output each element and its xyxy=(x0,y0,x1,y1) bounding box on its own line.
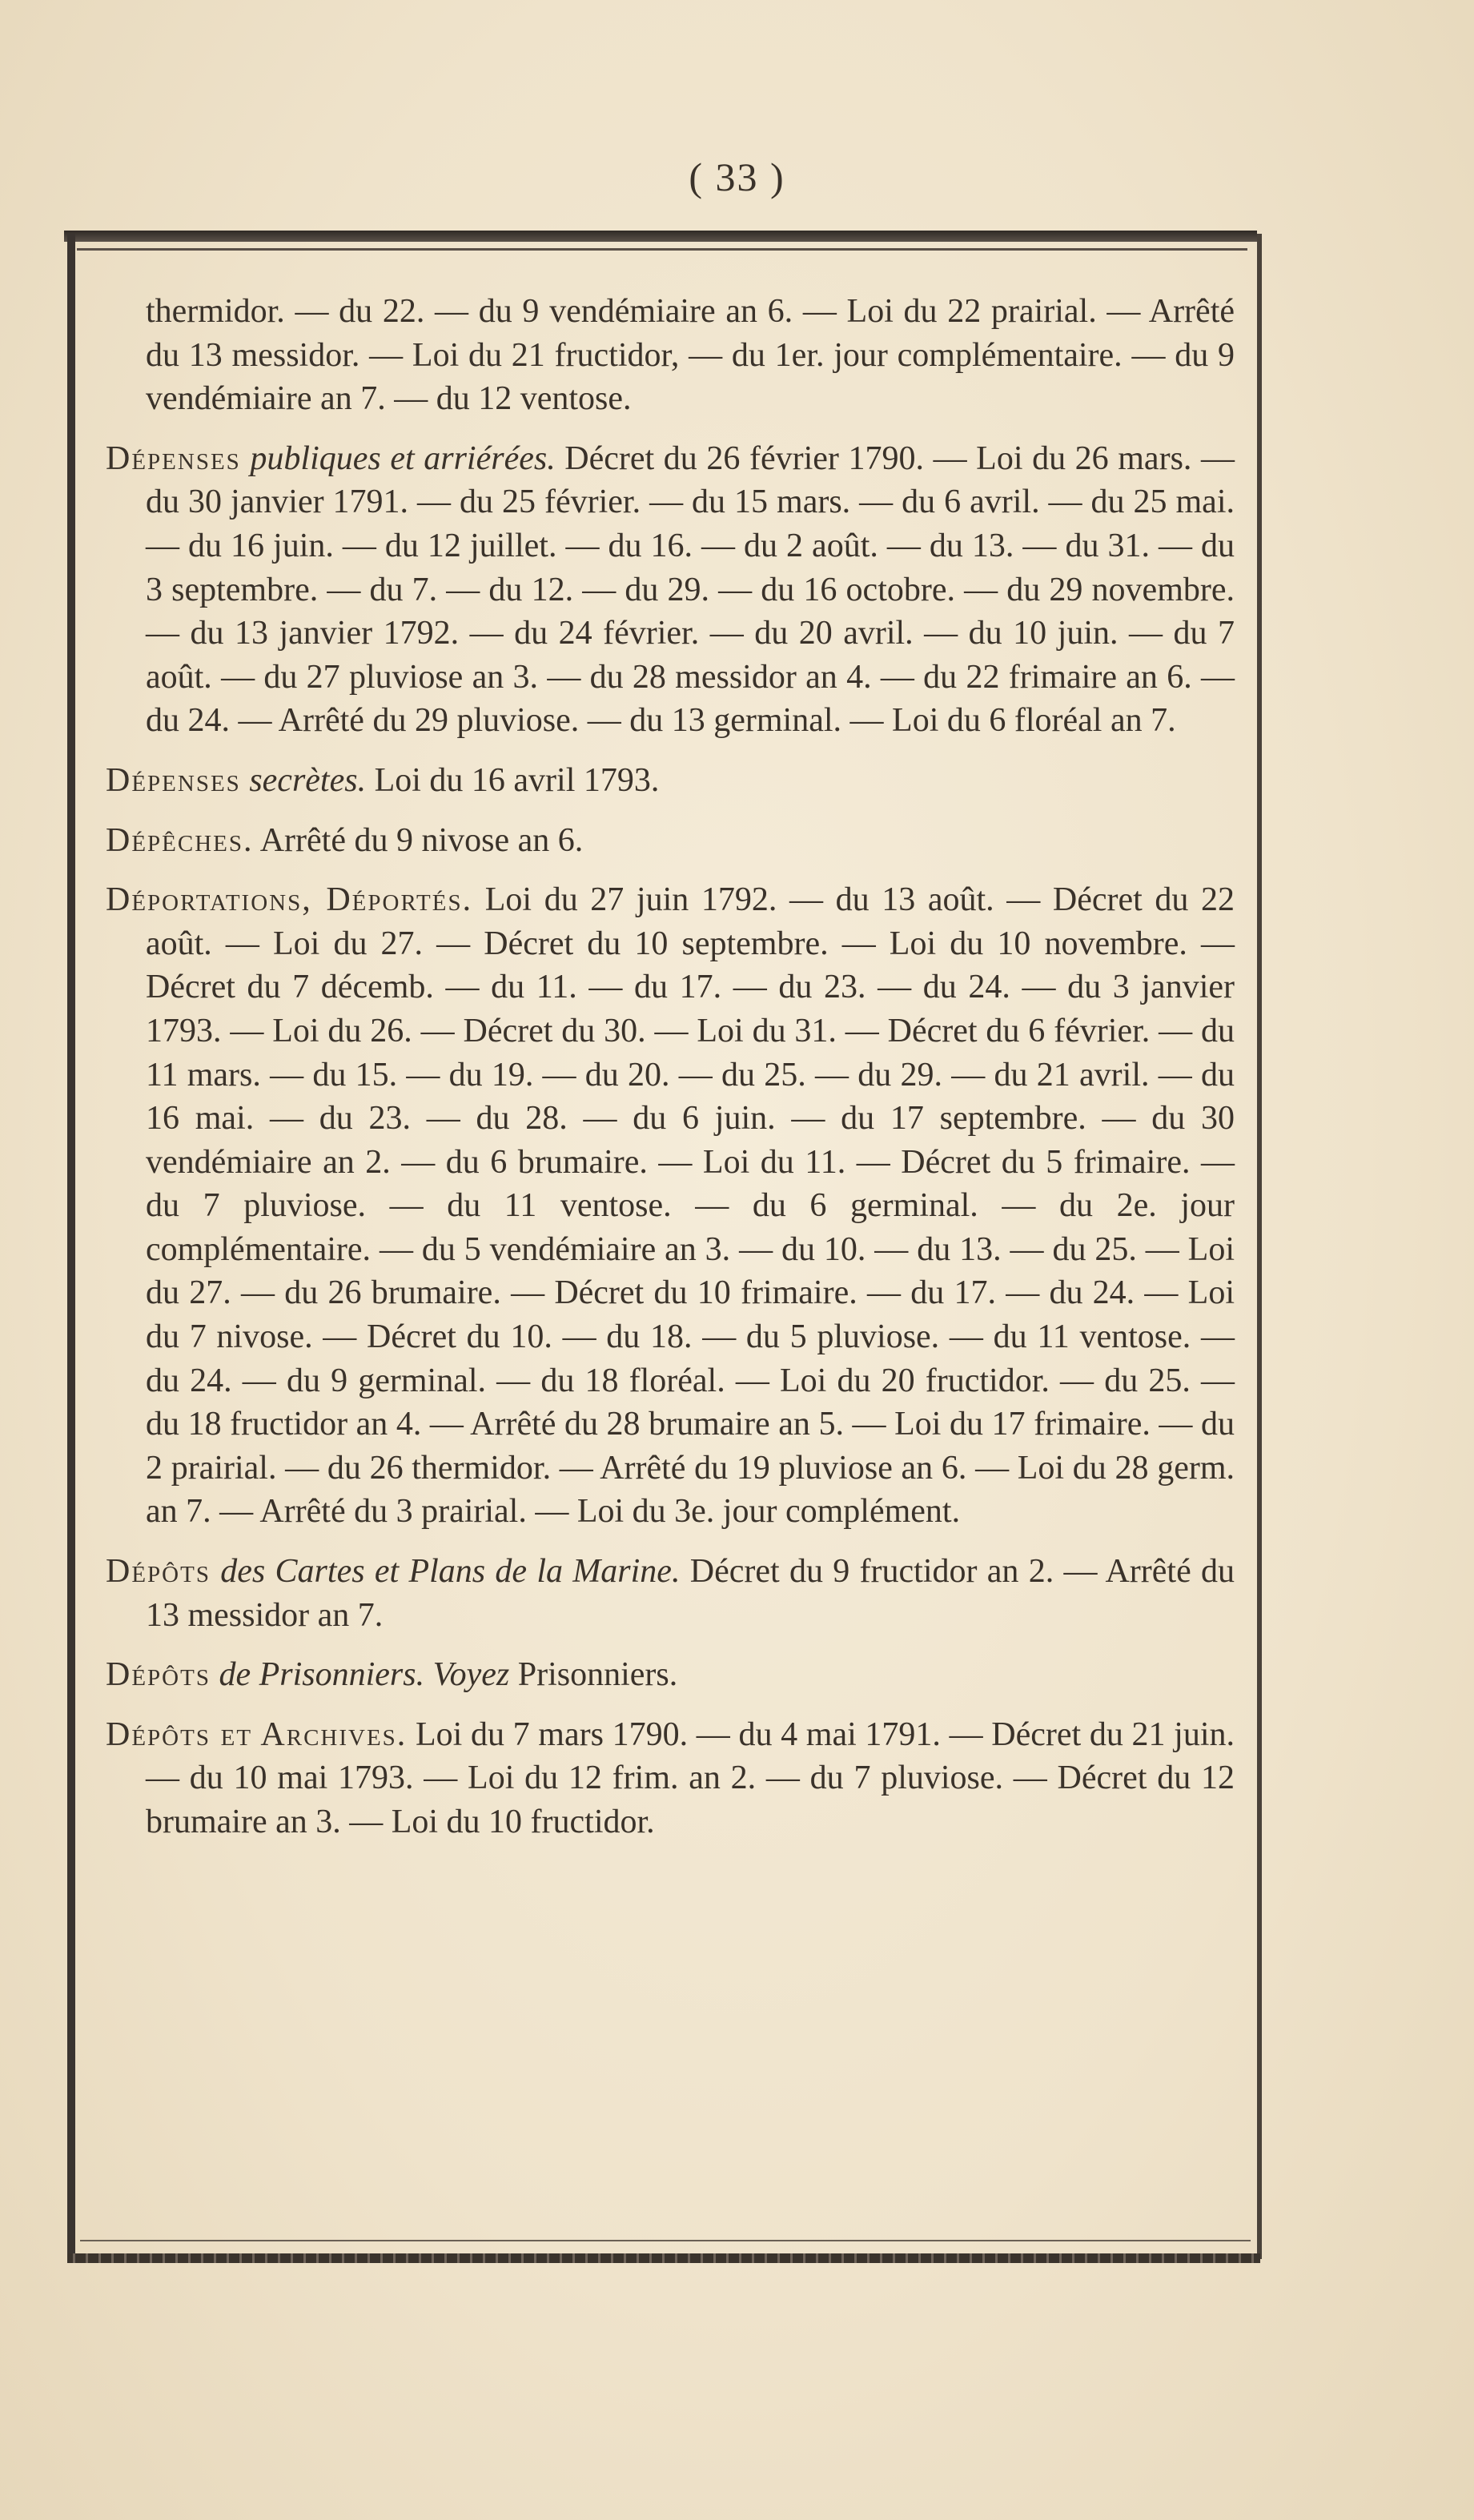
index-entry-depots-prisonniers xyxy=(106,1653,1235,1697)
entry-head: Dépôts xyxy=(106,1656,211,1694)
entry-head: Déportations, Déportés. xyxy=(106,881,473,919)
index-entry-continuation xyxy=(106,290,1235,421)
entry-head: Dépôts et Archives. xyxy=(106,1715,408,1753)
entry-head: Dépêches. xyxy=(106,821,254,859)
index-entry-depeches xyxy=(106,819,1235,863)
index-entry-depenses-secretes xyxy=(106,759,1235,803)
page-number: ( 33 ) xyxy=(689,154,785,199)
entry-qualifier: publiques et arriérées. xyxy=(250,439,556,477)
entry-head: Dépenses xyxy=(106,439,241,477)
entry-text: thermidor. — du 22. — du 9 vendémiaire an 6. — Loi du 22 prairial. — Arrêté du 13 messidor. — Loi du 21 fructidor, — du 1er. jour complémentaire. — du 9 vendémiaire an 7. — du 12 ventose. xyxy=(146,293,1235,418)
entry-text: Décret du 26 février 1790. — Loi du 26 mars. — du 30 janvier 1791. — du 25 février. — du 15 mars. — du 6 avril. — du 25 mai. — du 16 juin. — du 12 juillet. — du 16. — du 2 août. — du 13. — du 31. — du 3 septembre. — du 7. — du 12. — du 29. — du 16 octobre. — du 29 novembre. — du 13 janvier 1792. — du 24 février. — du 20 avril. — du 10 juin. — du 7 août. — du 27 pluviose an 3. — du 28 messidor an 4. — du 22 frimaire an 6. — du 24. — Arrêté du 29 pluviose. — du 13 germinal. — Loi du 6 floréal an 7. xyxy=(146,439,1235,740)
entry-text: Loi du 27 juin 1792. — du 13 août. — Décret du 22 août. — Loi du 27. — Décret du 10 septembre. — Loi du 10 novembre. — Décret du 7 décemb. — du 11. — du 17. — du 23. — du 24. — du 3 janvier 1793. — Loi du 26. — Décret du 30. — Loi du 31. — Décret du 6 février. — du 11 mars. — du 15. — du 19. — du 20. — du 25. — du 29. — du 21 avril. — du 16 mai. — du 23. — du 28. — du 6 juin. — du 17 septembre. — du 30 vendémiaire an 2. — du 6 brumaire. — Loi du 11. — Décret du 5 frimaire. — du 7 pluviose. — du 11 ventose. — du 6 germinal. — du 2e. jour complémentaire. — du 5 vendémiaire an 3. — du 10. — du 13. — du 25. — Loi du 27. — du 26 brumaire. — Décret du 10 frimaire. — du 17. — du 24. — Loi du 7 nivose. — Décret du 10. — du 18. — du 5 pluviose. — du 11 ventose. — du 24. — du 9 germinal. — du 18 floréal. — Loi du 20 fructidor. — du 25. — du 18 fructidor an 4. — Arrêté du 28 brumaire an 5. — Loi du 17 frimaire. — du 2 prairial. — du 26 thermidor. — Arrêté du 19 pluviose an 6. — Loi du 28 germ. an 7. — Arrêté du 3 prairial. — Loi du 3e. jour complément. xyxy=(146,881,1235,1531)
bottom-rule xyxy=(67,2253,1260,2263)
index-entry-depenses-publiques xyxy=(106,437,1235,743)
index-entry-depots-cartes xyxy=(106,1550,1235,1637)
entry-qualifier: des Cartes et Plans de la Marine. xyxy=(220,1553,681,1591)
index-entry-depots-archives xyxy=(106,1713,1235,1844)
entry-qualifier: secrètes. xyxy=(249,761,367,799)
index-text xyxy=(106,290,1235,1860)
entry-text: Arrêté du 9 nivose an 6. xyxy=(259,821,584,859)
entry-qualifier: de Prisonniers. Voyez xyxy=(219,1656,510,1694)
entry-text: Prisonniers. xyxy=(517,1656,678,1694)
entry-head: Dépôts xyxy=(106,1553,211,1591)
entry-text: Loi du 7 mars 1790. — du 4 mai 1791. — Décret du 21 juin. — du 10 mai 1793. — Loi du 12 frim. an 2. — du 7 pluviose. — Décret du 12 brumaire an 3. — Loi du 10 fructidor. xyxy=(146,1715,1235,1840)
bottom-rule-thin xyxy=(80,2240,1251,2241)
entry-head: Dépenses xyxy=(106,761,241,799)
entry-text: Décret du 9 fructidor an 2. — Arrêté du 13 messidor an 7. xyxy=(146,1553,1235,1634)
index-entry-deportations xyxy=(106,878,1235,1534)
entry-text: Loi du 16 avril 1793. xyxy=(374,761,660,799)
